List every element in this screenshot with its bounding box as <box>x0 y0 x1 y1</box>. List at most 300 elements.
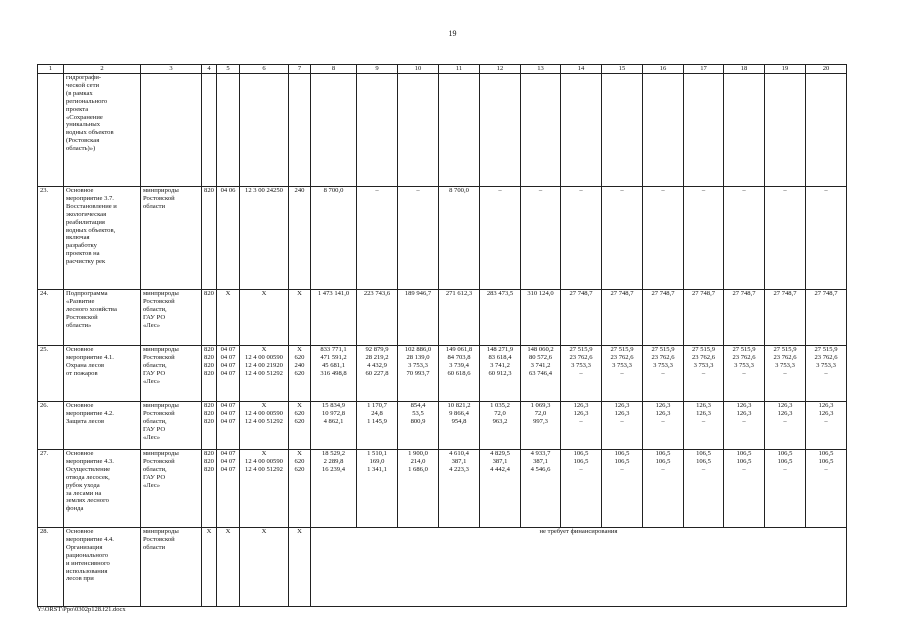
value-cell <box>684 450 724 528</box>
table-row <box>38 187 847 290</box>
cell-value: 820 <box>204 353 214 361</box>
executor-cell <box>141 528 202 607</box>
value-cell <box>398 74 439 187</box>
value-cell <box>806 346 847 402</box>
cell-value: 223 743,6 <box>363 290 391 297</box>
cell-value: 620 <box>294 465 305 473</box>
cell-value: 820 <box>204 450 214 457</box>
cell-value: 4 862,1 <box>323 417 344 425</box>
table-row <box>38 346 847 402</box>
value-cell <box>765 187 806 290</box>
cell-value: 820 <box>204 465 214 473</box>
cell-value: 10 821,2 <box>447 402 471 409</box>
cell-value: 27 515,9 <box>651 346 675 353</box>
cell-value: 106,5 <box>655 450 671 457</box>
cell-value: – <box>701 417 706 425</box>
cell-value: 12 3 00 24250 <box>245 187 283 194</box>
value-cell <box>724 450 765 528</box>
value-cell <box>217 290 240 346</box>
executor-name: минприроды Ростовской области <box>143 528 179 551</box>
value-cell <box>357 346 398 402</box>
value-cell <box>684 74 724 187</box>
cell-value: 10 972,8 <box>321 409 346 417</box>
cell-value: 102 886,0 <box>404 346 432 353</box>
row-number: 23. <box>38 187 64 290</box>
cell-value: – <box>579 417 583 425</box>
row-number: 26. <box>38 402 64 450</box>
cell-value: 963,2 <box>492 417 508 425</box>
value-cell <box>561 290 602 346</box>
cell-value: 27 515,9 <box>691 346 716 353</box>
column-header: 3 <box>141 65 202 74</box>
value-cell <box>643 187 684 290</box>
value-cell <box>439 450 480 528</box>
cell-value: 23 762,6 <box>610 353 634 361</box>
executor-name: минприроды Ростовской области <box>143 187 179 210</box>
cell-value: 387,1 <box>492 457 508 465</box>
cell-value: 1 069,3 <box>530 402 551 409</box>
cell-value: Х <box>297 290 302 297</box>
cell-value: Х <box>297 402 302 409</box>
value-cell <box>311 187 357 290</box>
executor-cell <box>141 346 202 402</box>
value-cell <box>765 74 806 187</box>
cell-value: – <box>661 187 665 194</box>
cell-value: 28 139,0 <box>406 353 430 361</box>
value-cell <box>602 187 643 290</box>
program-name: Основное мероприятие 4.2. Защита лесов <box>66 402 114 425</box>
cell-value: 12 4 00 51292 <box>245 465 283 473</box>
cell-value: Х <box>261 450 267 457</box>
cell-value: 3 753,3 <box>693 361 714 369</box>
executor-name: минприроды Ростовской области, ГАУ РО «Лес» <box>143 346 179 385</box>
value-cell <box>289 290 311 346</box>
cell-value: 28 219,2 <box>365 353 389 361</box>
value-cell <box>724 187 765 290</box>
no-funding-note: не требует финансирования <box>311 528 847 607</box>
cell-value: 126,3 <box>573 402 589 409</box>
executor-name: минприроды Ростовской области, ГАУ РО «Лес» <box>143 402 179 441</box>
cell-value: 83 618,4 <box>488 353 512 361</box>
cell-value: – <box>824 187 828 194</box>
cell-value: 8 700,0 <box>449 187 469 194</box>
cell-value: 106,5 <box>614 457 630 465</box>
cell-value: 387,1 <box>451 457 467 465</box>
cell-value: – <box>783 187 787 194</box>
column-header: 6 <box>240 65 289 74</box>
cell-value: Х <box>261 402 267 409</box>
value-cell <box>357 187 398 290</box>
value-cell <box>521 402 561 450</box>
cell-value: 126,3 <box>736 409 752 417</box>
cell-value: – <box>579 187 583 194</box>
value-cell <box>357 74 398 187</box>
cell-value: 106,5 <box>777 450 793 457</box>
cell-value: 820 <box>204 369 214 377</box>
row-number <box>38 74 64 187</box>
cell-value: – <box>742 187 746 194</box>
program-name-cell <box>64 450 141 528</box>
value-cell <box>311 346 357 402</box>
column-header: 13 <box>521 65 561 74</box>
cell-value: – <box>824 465 828 473</box>
column-header: 15 <box>602 65 643 74</box>
value-cell <box>398 450 439 528</box>
cell-value: 18 529,2 <box>321 450 346 457</box>
value-cell <box>240 450 289 528</box>
cell-value: 84 703,8 <box>447 353 471 361</box>
column-header: 11 <box>439 65 480 74</box>
cell-value: 387,1 <box>533 457 548 465</box>
value-cell <box>561 450 602 528</box>
cell-value: – <box>742 417 746 425</box>
cell-value: 833 771,1 <box>320 346 347 353</box>
cell-value: 16 239,4 <box>321 465 346 473</box>
cell-value: – <box>824 369 828 377</box>
cell-value: 1 473 141,0 <box>317 290 350 297</box>
row-number: 25. <box>38 346 64 402</box>
executor-cell <box>141 402 202 450</box>
value-cell <box>202 187 217 290</box>
value-cell <box>480 346 521 402</box>
cell-value: 106,5 <box>573 457 589 465</box>
program-name: Подпрограмма «Развитие лесного хозяйства Ростовской области» <box>66 290 117 329</box>
value-cell <box>398 187 439 290</box>
cell-value: 4 546,6 <box>530 465 551 473</box>
cell-value: 63 746,4 <box>528 369 553 377</box>
cell-value: 8 700,0 <box>323 187 344 194</box>
cell-value: Х <box>297 450 302 457</box>
cell-value: 3 739,4 <box>449 361 469 369</box>
cell-value: 4 442,4 <box>490 465 510 473</box>
value-cell <box>643 450 684 528</box>
cell-value: 72,0 <box>494 409 506 417</box>
cell-value: – <box>579 465 583 473</box>
value-cell <box>202 450 217 528</box>
program-name: Основное мероприятие 4.1. Охрана лесов от пожаров <box>66 346 114 377</box>
value-cell <box>806 450 847 528</box>
cell-value: 214,0 <box>410 457 426 465</box>
cell-value: 72,0 <box>534 409 547 417</box>
column-header: 18 <box>724 65 765 74</box>
executor-name: минприроды Ростовской области, ГАУ РО «Лес» <box>143 290 179 329</box>
cell-value: 23 762,6 <box>651 353 675 361</box>
cell-value: – <box>416 187 420 194</box>
cell-value: 12 4 00 00590 <box>245 409 283 417</box>
cell-value: 126,3 <box>818 409 834 417</box>
value-cell <box>724 402 765 450</box>
table-row <box>38 402 847 450</box>
value-cell <box>480 402 521 450</box>
cell-value: 126,3 <box>777 409 793 417</box>
cell-value: – <box>538 187 543 194</box>
cell-value: 27 748,7 <box>773 290 797 297</box>
value-cell <box>643 74 684 187</box>
cell-value: 820 <box>204 346 214 353</box>
value-cell <box>561 187 602 290</box>
cell-value: 106,5 <box>777 457 793 465</box>
program-name: Основное мероприятие 3.7. Восстановление и экологическая реабилитация водных объектов, включая разработку проектов на расчистку рек <box>66 187 117 266</box>
cell-value: 04 07 <box>220 457 236 465</box>
cell-value: 106,5 <box>736 457 752 465</box>
cell-value: 4 829,5 <box>490 450 510 457</box>
cell-value: 106,5 <box>614 450 630 457</box>
column-header: 1 <box>38 65 64 74</box>
cell-value: 27 515,9 <box>773 346 797 353</box>
table-row <box>38 74 847 187</box>
program-name: Основное мероприятие 4.4. Организация рационального и интенсивного использования лесов при <box>66 528 114 583</box>
value-cell <box>217 74 240 187</box>
executor-cell <box>141 74 202 187</box>
value-cell <box>439 74 480 187</box>
cell-value: – <box>620 417 624 425</box>
column-header: 7 <box>289 65 311 74</box>
value-cell <box>521 74 561 187</box>
value-cell <box>439 402 480 450</box>
cell-value: Х <box>297 346 302 353</box>
value-cell <box>289 450 311 528</box>
cell-value: 126,3 <box>655 402 671 409</box>
cell-value: 126,3 <box>614 402 630 409</box>
table-row <box>38 450 847 528</box>
cell-value: 04 07 <box>220 402 236 409</box>
cell-value: 3 753,3 <box>571 361 591 369</box>
value-cell <box>521 346 561 402</box>
cell-value: – <box>783 465 787 473</box>
page-number: 19 <box>448 29 457 38</box>
cell-value: 80 572,6 <box>528 353 553 361</box>
cell-value: 24,8 <box>371 409 383 417</box>
cell-value: 240 <box>294 361 305 369</box>
cell-value: 9 866,4 <box>449 409 469 417</box>
value-cell <box>684 346 724 402</box>
cell-value: 3 753,3 <box>408 361 428 369</box>
cell-value: – <box>375 187 379 194</box>
column-header: 8 <box>311 65 357 74</box>
value-cell <box>289 187 311 290</box>
cell-value: – <box>579 369 583 377</box>
value-cell <box>398 402 439 450</box>
cell-value: 620 <box>294 409 305 417</box>
cell-value: 27 748,7 <box>814 290 838 297</box>
cell-value: 271 612,3 <box>445 290 473 297</box>
cell-value: 12 4 00 21920 <box>245 361 283 369</box>
cell-value: 12 4 00 00590 <box>245 353 283 361</box>
cell-value: 27 748,7 <box>610 290 634 297</box>
header-row <box>38 65 847 74</box>
value-cell <box>439 290 480 346</box>
value-cell <box>240 290 289 346</box>
cell-value: 620 <box>294 457 305 465</box>
cell-value: 1 170,7 <box>367 402 387 409</box>
value-cell <box>357 402 398 450</box>
value-cell <box>765 450 806 528</box>
column-header: 17 <box>684 65 724 74</box>
cell-value: 23 762,6 <box>773 353 797 361</box>
program-name: Основное мероприятие 4.3. Осуществление отвода лесосек, рубок ухода за лесами на землях лесного фонда <box>66 450 114 513</box>
cell-value: 3 741,2 <box>530 361 551 369</box>
cell-value: 954,8 <box>451 417 467 425</box>
cell-value: 126,3 <box>696 402 711 409</box>
value-cell <box>684 187 724 290</box>
cell-value: 04 07 <box>220 353 236 361</box>
column-header: 2 <box>64 65 141 74</box>
cell-value: 820 <box>204 187 214 194</box>
cell-value: 60 227,8 <box>365 369 389 377</box>
value-cell <box>724 74 765 187</box>
value-cell <box>643 290 684 346</box>
cell-value: 27 748,7 <box>569 290 593 297</box>
cell-value: – <box>620 187 624 194</box>
cell-value: 126,3 <box>818 402 834 409</box>
cell-value: 4 432,9 <box>367 361 387 369</box>
value-cell <box>357 450 398 528</box>
cell-value: 3 753,3 <box>653 361 673 369</box>
footer-file-path: Y:\ORST\Ppo\0302p128.f21.docx <box>37 606 126 613</box>
cell-value: 620 <box>294 417 305 425</box>
executor-name: минприроды Ростовской области, ГАУ РО «Лес» <box>143 450 179 489</box>
cell-value: 240 <box>294 187 305 194</box>
value-cell <box>202 528 217 607</box>
cell-value: – <box>661 417 665 425</box>
table-row <box>38 528 847 607</box>
row-number: 28. <box>38 528 64 607</box>
executor-cell <box>141 290 202 346</box>
value-cell <box>289 74 311 187</box>
value-cell <box>480 74 521 187</box>
value-cell <box>806 187 847 290</box>
cell-value: 820 <box>204 290 214 297</box>
column-header: 16 <box>643 65 684 74</box>
value-cell <box>765 346 806 402</box>
value-cell <box>602 402 643 450</box>
value-cell <box>398 346 439 402</box>
cell-value: 149 061,8 <box>445 346 473 353</box>
cell-value: 04 06 <box>220 187 236 194</box>
cell-value: – <box>661 369 665 377</box>
cell-value: – <box>620 369 624 377</box>
value-cell <box>217 528 240 607</box>
cell-value: 106,5 <box>573 450 589 457</box>
value-cell <box>480 290 521 346</box>
table-row <box>38 290 847 346</box>
executor-cell <box>141 187 202 290</box>
value-cell <box>561 346 602 402</box>
cell-value: 27 748,7 <box>651 290 675 297</box>
column-header: 4 <box>202 65 217 74</box>
cell-value: 1 341,1 <box>367 465 387 473</box>
cell-value: 106,5 <box>696 457 711 465</box>
value-cell <box>724 290 765 346</box>
value-cell <box>398 290 439 346</box>
program-name-cell <box>64 187 141 290</box>
cell-value: 820 <box>204 402 214 409</box>
cell-value: 1 145,9 <box>367 417 387 425</box>
cell-value: – <box>783 417 787 425</box>
cell-value: 820 <box>204 457 214 465</box>
value-cell <box>311 74 357 187</box>
cell-value: 23 762,6 <box>569 353 593 361</box>
cell-value: Х <box>206 528 212 535</box>
column-header: 10 <box>398 65 439 74</box>
value-cell <box>240 402 289 450</box>
column-header: 5 <box>217 65 240 74</box>
cell-value: 70 993,7 <box>406 369 430 377</box>
cell-value: 800,9 <box>410 417 426 425</box>
cell-value: 27 515,9 <box>814 346 838 353</box>
cell-value: 27 515,9 <box>569 346 593 353</box>
cell-value: 45 681,1 <box>321 361 346 369</box>
value-cell <box>202 74 217 187</box>
cell-value: 23 762,6 <box>814 353 838 361</box>
program-name-cell <box>64 290 141 346</box>
cell-value: 04 07 <box>220 465 236 473</box>
value-cell <box>357 290 398 346</box>
table-body <box>38 65 847 607</box>
value-cell <box>311 290 357 346</box>
program-name-cell <box>64 74 141 187</box>
value-cell <box>561 402 602 450</box>
value-cell <box>439 346 480 402</box>
cell-value: 126,3 <box>777 402 793 409</box>
cell-value: 4 223,3 <box>449 465 469 473</box>
column-header: 12 <box>480 65 521 74</box>
program-name-cell <box>64 402 141 450</box>
cell-value: Х <box>261 346 267 353</box>
cell-value: 126,3 <box>655 409 671 417</box>
value-cell <box>289 528 311 607</box>
cell-value: 92 879,9 <box>365 346 389 353</box>
cell-value: – <box>661 465 665 473</box>
cell-value: 60 912,3 <box>488 369 512 377</box>
cell-value: 12 4 00 51292 <box>245 417 283 425</box>
cell-value: – <box>783 369 787 377</box>
budget-table <box>37 64 847 607</box>
value-cell <box>684 290 724 346</box>
value-cell <box>521 290 561 346</box>
value-cell <box>202 402 217 450</box>
cell-value: 3 753,3 <box>612 361 632 369</box>
cell-value: 820 <box>204 361 214 369</box>
column-header: 9 <box>357 65 398 74</box>
cell-value: – <box>620 465 624 473</box>
value-cell <box>602 74 643 187</box>
cell-value: Х <box>225 528 231 535</box>
cell-value: 169,0 <box>369 457 385 465</box>
cell-value: – <box>498 187 502 194</box>
cell-value: 12 4 00 51292 <box>245 369 283 377</box>
value-cell <box>521 187 561 290</box>
cell-value: 23 762,6 <box>691 353 716 361</box>
value-cell <box>439 187 480 290</box>
cell-value: 12 4 00 00590 <box>245 457 283 465</box>
value-cell <box>765 402 806 450</box>
cell-value: 27 515,9 <box>610 346 634 353</box>
cell-value: 854,4 <box>410 402 426 409</box>
cell-value: 126,3 <box>573 409 589 417</box>
value-cell <box>240 346 289 402</box>
cell-value: 126,3 <box>614 409 630 417</box>
column-header: 19 <box>765 65 806 74</box>
value-cell <box>202 346 217 402</box>
cell-value: 4 933,7 <box>530 450 551 457</box>
value-cell <box>289 346 311 402</box>
value-cell <box>602 450 643 528</box>
cell-value: 04 07 <box>220 417 236 425</box>
cell-value: 620 <box>294 353 305 361</box>
cell-value: 471 591,2 <box>320 353 347 361</box>
program-name-cell <box>64 346 141 402</box>
